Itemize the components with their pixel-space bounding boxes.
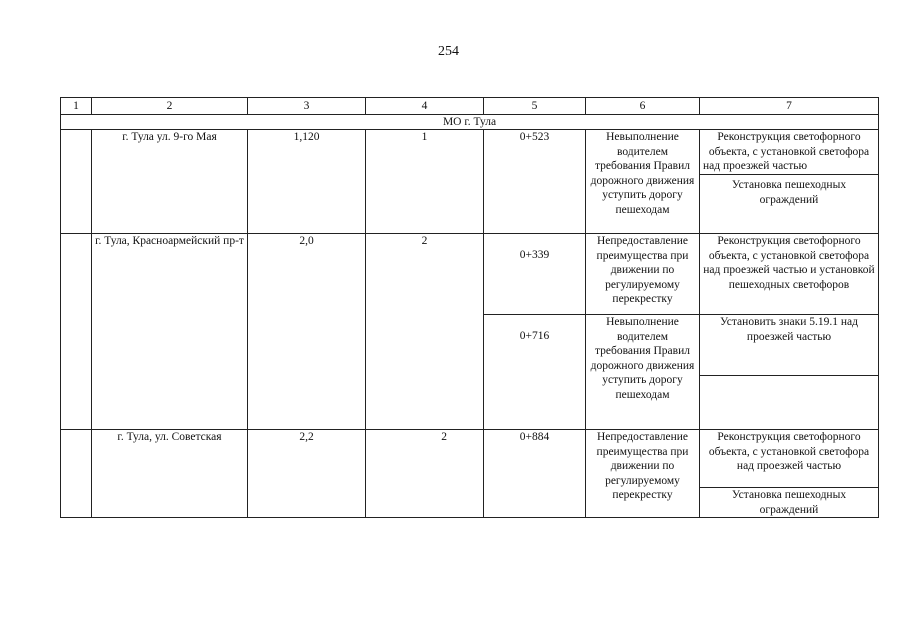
measure-cell: Установить знаки 5.19.1 над проезжей частью bbox=[700, 315, 879, 376]
violation-cell: Непредоставление преимущества при движении по регулируемому перекрестку bbox=[586, 430, 700, 518]
length-cell: 2,0 bbox=[248, 234, 366, 430]
measure-cell: Установка пешеходных ограждений bbox=[700, 175, 879, 234]
column-number: 5 bbox=[484, 98, 586, 115]
count-cell: 2 bbox=[366, 234, 484, 430]
length-cell: 2,2 bbox=[248, 430, 366, 518]
street-cell: г. Тула ул. 9-го Мая bbox=[92, 130, 248, 234]
table-row bbox=[61, 130, 879, 175]
column-number: 2 bbox=[92, 98, 248, 115]
measure-cell: Установка пешеходных ограждений bbox=[700, 488, 879, 518]
km-cell: 0+523 bbox=[484, 130, 586, 234]
street-cell: г. Тула, ул. Советская bbox=[92, 430, 248, 518]
violation-cell: Невыполнение водителем требования Правил дорожного движения уступить дорогу пешеходам bbox=[586, 315, 700, 430]
km-cell: 0+884 bbox=[484, 430, 586, 518]
row-index-cell bbox=[61, 130, 92, 234]
measure-cell bbox=[700, 376, 879, 430]
section-title: МО г. Тула bbox=[61, 115, 879, 130]
measure-cell: Реконструкция светофорного объекта, с установкой светофора над проезжей частью и установкой пешеходных светофоров bbox=[700, 234, 879, 315]
km-cell: 0+339 bbox=[484, 234, 586, 315]
measure-cell: Реконструкция светофорного объекта, с установкой светофора над проезжей частью bbox=[700, 430, 879, 488]
table-row bbox=[61, 234, 879, 315]
km-cell: 0+716 bbox=[484, 315, 586, 430]
count-cell: 1 bbox=[366, 130, 484, 234]
column-number: 6 bbox=[586, 98, 700, 115]
street-cell: г. Тула, Красноармейский пр-т bbox=[92, 234, 248, 430]
table-row bbox=[61, 430, 879, 488]
page-number: 254 bbox=[438, 44, 459, 59]
count-cell: 2 bbox=[366, 430, 484, 518]
column-number-row bbox=[61, 98, 879, 115]
column-number: 7 bbox=[700, 98, 879, 115]
column-number: 3 bbox=[248, 98, 366, 115]
column-number: 4 bbox=[366, 98, 484, 115]
section-row bbox=[61, 115, 879, 130]
row-index-cell bbox=[61, 430, 92, 518]
measure-cell: Реконструкция светофорного объекта, с установкой светофора над проезжей частью bbox=[700, 130, 879, 175]
data-table bbox=[60, 97, 879, 518]
violation-cell: Невыполнение водителем требования Правил дорожного движения уступить дорогу пешеходам bbox=[586, 130, 700, 234]
violation-cell: Непредоставление преимущества при движении по регулируемому перекрестку bbox=[586, 234, 700, 315]
row-index-cell bbox=[61, 234, 92, 430]
column-number: 1 bbox=[61, 98, 92, 115]
length-cell: 1,120 bbox=[248, 130, 366, 234]
